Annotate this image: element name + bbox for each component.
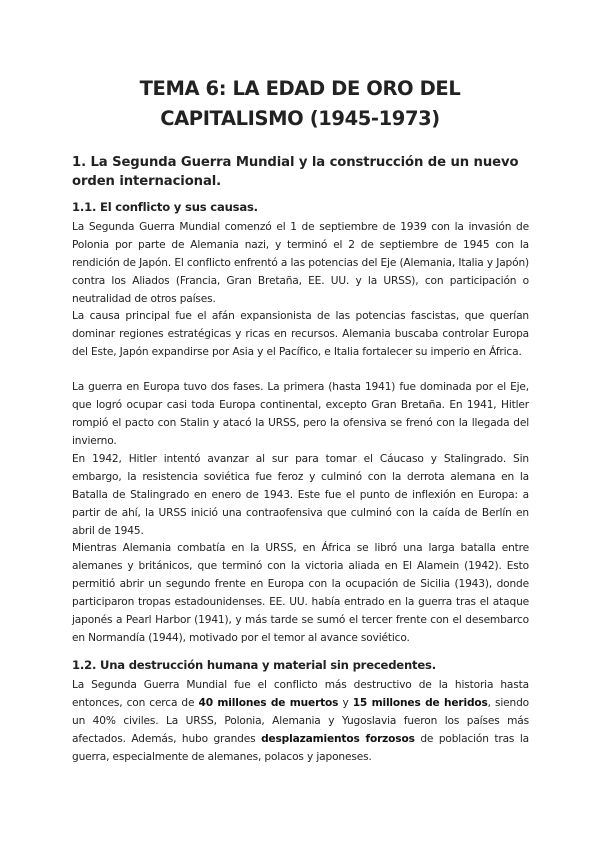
displacement-term: desplazamientos forzosos (261, 732, 415, 745)
paragraph-2: La causa principal fue el afán expansionista de las potencias fascistas, que querían dominar regiones estratégicas y ricas en recursos. Alemania buscaba controlar Europa del Este, Japón expandirse por Asia y el Pacífico, e Italia fortalecer su imperio en África. (72, 310, 529, 358)
document-title (60, 74, 540, 134)
subsection-1-1-heading: 1.1. El conflicto y sus causas. (72, 200, 258, 214)
subsection-1-2-heading: 1.2. Una destrucción humana y material sin precedentes. (72, 658, 436, 672)
text-run: La Segunda Guerra Mundial fue el conflicto más destructivo de la historia hasta entonces, con cerca de (72, 679, 529, 709)
paragraph-1: La Segunda Guerra Mundial comenzó el 1 de septiembre de 1939 con la invasión de Polonia por parte de Alemania nazi, y terminó el 2 de septiembre de 1945 con la rendición de Japón. El conflicto enfrentó a las potencias del Eje (Alemania, Italia y Japón) contra los Aliados (Francia, Gran Bretaña, EE. UU. y la URSS), con participación o neutralidad de otros países. (72, 221, 529, 305)
text-run: y (338, 696, 353, 709)
paragraph-4: En 1942, Hitler intentó avanzar al sur para tomar el Cáucaso y Stalingrado. Sin embargo, la resistencia soviética fue feroz y culminó con la derrota alemana en la Batalla de Stalingrado en enero de 1943. Este fue el punto de inflexión en Europa: a partir de ahí, la URSS inició una contraofensiva que culminó con la caída de Berlín en abril de 1945. (72, 453, 529, 537)
paragraph-5: Mientras Alemania combatía en la URSS, en África se libró una larga batalla entre alemanes y británicos, que terminó con la victoria aliada en El Alamein (1942). Esto permitió abrir un segundo frente en Europa con la ocupación de Sicilia (1943), donde participaron tropas estadounidenses. EE. UU. había entrado en la guerra tras el ataque japonés a Pearl Harbor (1941), y más tarde se sumó el tercer frente con el desembarco en Normandía (1944), motivado por el temor al avance soviético. (72, 542, 529, 644)
text-run: , siendo un 40% civiles. La URSS, Polonia, Alemania y Yugoslavia fueron los países más afectados. Además, hubo grandes (72, 696, 530, 745)
text-run: de población tras la guerra, especialmente de alemanes, polacos y japoneses. (72, 732, 529, 763)
deaths-figure: 40 millones de muertos (198, 696, 339, 709)
title-line-1: TEMA 6: LA EDAD DE ORO DEL (139, 77, 461, 100)
paragraph-3: La guerra en Europa tuvo dos fases. La primera (hasta 1941) fue dominada por el Eje, que logró ocupar casi toda Europa continental, excepto Gran Bretaña. En 1941, Hitler rompió el pacto con Stalin y atacó la URSS, pero la ofensiva se frenó con la llegada del invierno. (72, 381, 529, 447)
wounded-figure: 15 millones de heridos (352, 696, 488, 709)
section-1-heading: 1. La Segunda Guerra Mundial y la construcción de un nuevo orden internacional. (72, 155, 519, 189)
title-line-2: CAPITALISMO (1945-1973) (160, 107, 440, 130)
paragraph-6 (72, 677, 529, 767)
